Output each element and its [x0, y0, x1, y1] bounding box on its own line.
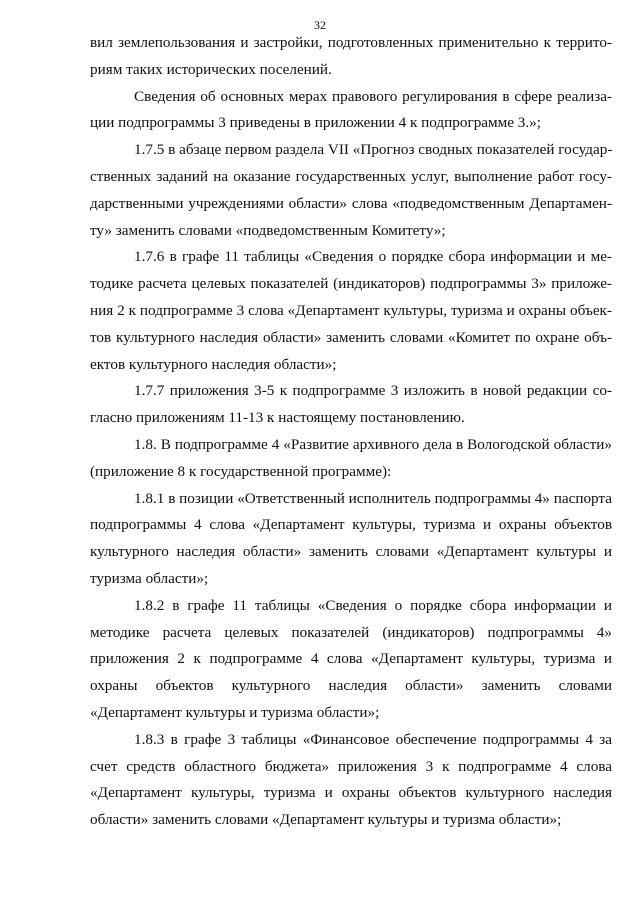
text-line: области» заменить словами «Департамент культуры и туризма области»; [90, 811, 562, 829]
document-body [90, 30, 612, 834]
text-line: дарственными учреждениями области» слова «подведомственным Департамен- [90, 194, 612, 212]
paragraph [90, 727, 612, 834]
paragraph [90, 244, 612, 378]
text-line: гласно приложениям 11-13 к настоящему постановлению. [90, 409, 465, 427]
text-line: туризма области»; [90, 569, 209, 587]
paragraph [90, 432, 612, 486]
text-line: 1.8. В подпрограмме 4 «Развитие архивного дела в Вологодской области» [134, 435, 612, 453]
text-line: ния 2 к подпрограмме 3 слова «Департамент культуры, туризма и охраны объек- [90, 301, 612, 319]
text-line: 1.7.5 в абзаце первом раздела VII «Прогноз сводных показателей государ- [134, 141, 612, 159]
text-line: ции подпрограммы 3 приведены в приложении 4 к подпрограмме 3.»; [90, 114, 541, 132]
paragraph [90, 84, 612, 138]
text-line: тодике расчета целевых показателей (индикаторов) подпрограммы 3» приложе- [90, 275, 612, 293]
text-line: ту» заменить словами «подведомственным Комитету»; [90, 221, 446, 239]
text-line: подпрограммы 4 слова «Департамент культуры, туризма и охраны объектов [90, 516, 612, 534]
text-line: тов культурного наследия области» заменить словами «Комитет по охране объ- [90, 328, 612, 346]
paragraph [90, 593, 612, 727]
text-line: (приложение 8 к государственной программе): [90, 462, 392, 480]
text-line: ектов культурного наследия области»; [90, 355, 337, 373]
text-line: культурного наследия области» заменить словами «Департамент культуры и [90, 543, 612, 561]
paragraph [90, 30, 612, 84]
text-line: вил землепользования и застройки, подготовленных применительно к террито- [90, 34, 612, 51]
text-line: охраны объектов культурного наследия области» заменить словами [90, 677, 612, 695]
page-number: 32 [314, 18, 326, 32]
text-line: «Департамент культуры и туризма области»; [90, 703, 380, 721]
text-line: 1.8.1 в позиции «Ответственный исполнитель подпрограммы 4» паспорта [134, 489, 612, 507]
paragraph [90, 378, 612, 432]
text-line: 1.7.6 в графе 11 таблицы «Сведения о порядке сбора информации и ме- [134, 248, 612, 266]
text-line: риям таких исторических поселений. [90, 60, 332, 78]
text-line: счет средств областного бюджета» приложения 3 к подпрограмме 4 слова [90, 757, 612, 775]
text-line: методике расчета целевых показателей (индикаторов) подпрограммы 4» [90, 623, 612, 641]
text-line: приложения 2 к подпрограмме 4 слова «Департамент культуры, туризма и [90, 650, 612, 668]
text-line: 1.8.3 в графе 3 таблицы «Финансовое обеспечение подпрограммы 4 за [134, 730, 612, 748]
paragraph [90, 486, 612, 593]
text-line: 1.8.2 в графе 11 таблицы «Сведения о порядке сбора информации и [134, 596, 612, 614]
text-line: «Департамент культуры, туризма и охраны объектов культурного наследия [90, 784, 612, 802]
text-line: ственных заданий на оказание государственных услуг, выполнение работ госу- [90, 167, 612, 185]
paragraph [90, 137, 612, 244]
text-line: Сведения об основных мерах правового регулирования в сфере реализа- [134, 87, 612, 105]
text-line: 1.7.7 приложения 3-5 к подпрограмме 3 изложить в новой редакции со- [134, 382, 612, 400]
